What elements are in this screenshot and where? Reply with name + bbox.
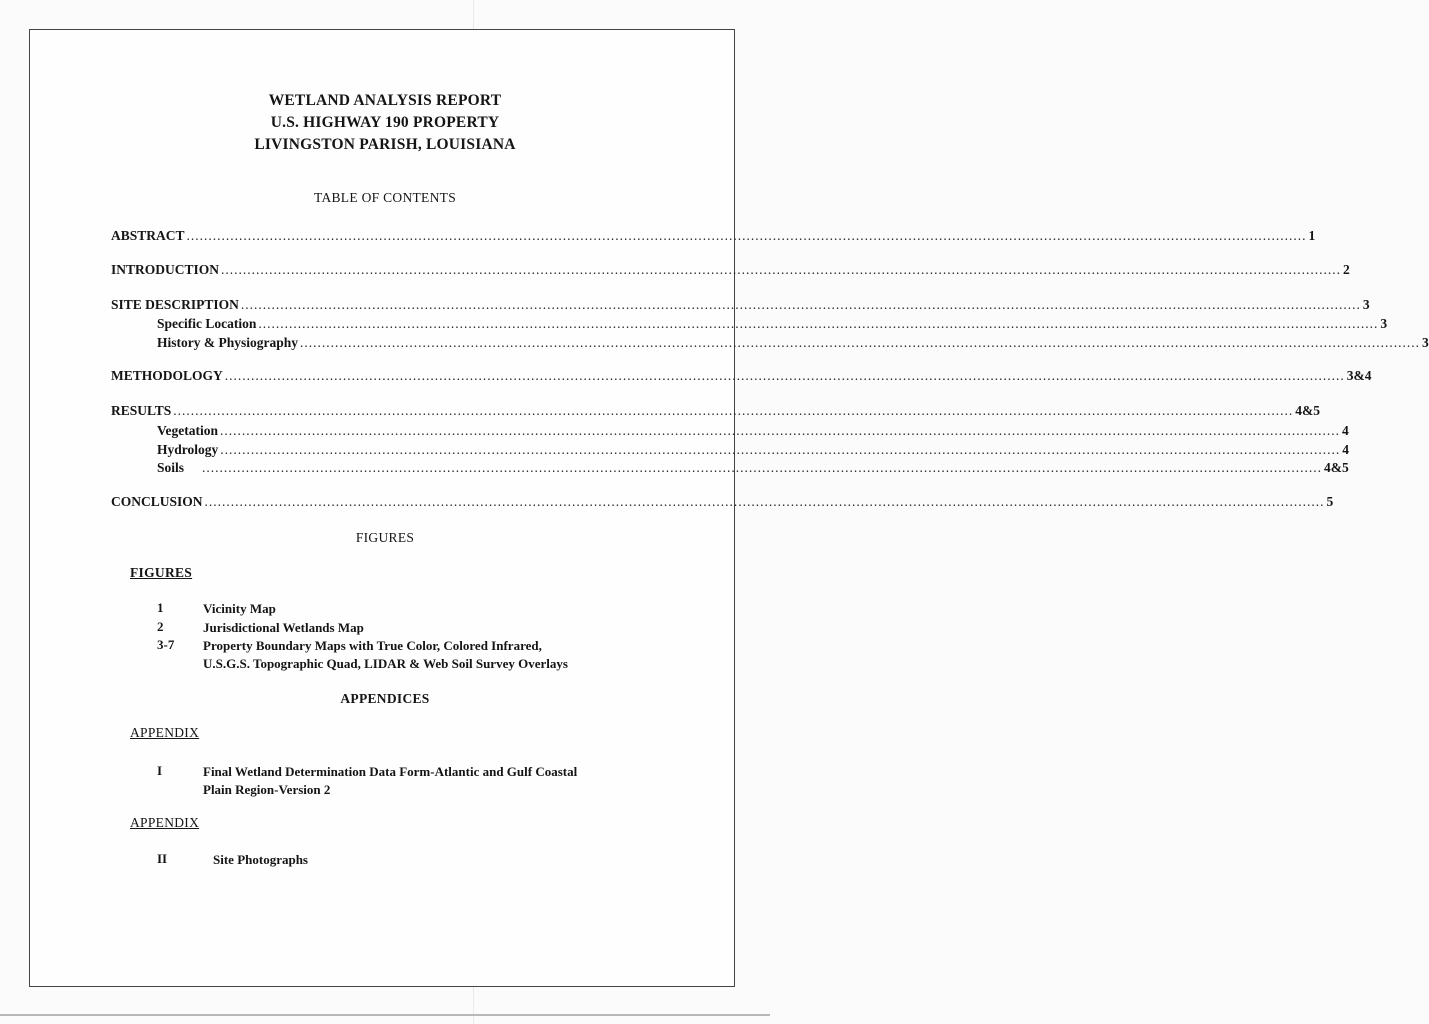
toc-label: Specific Location xyxy=(157,316,257,331)
toc-entry-soils[interactable] xyxy=(157,460,1349,478)
figure-title-vicinity-map[interactable]: Vicinity Map xyxy=(203,601,276,616)
toc-entry-history-physiography[interactable] xyxy=(157,335,1429,353)
toc-page: 4 xyxy=(1342,423,1349,438)
appendix-section-label-1: APPENDIX xyxy=(130,725,200,740)
figure-number: 1 xyxy=(157,600,164,615)
figures-heading: FIGURES xyxy=(355,530,415,545)
figure-number: 3-7 xyxy=(157,637,175,652)
toc-entry-site-description[interactable] xyxy=(111,297,1370,315)
figures-section-label: FIGURES xyxy=(130,565,193,580)
toc-leader-dots: ................................................................................................................................................................................................................................................................ xyxy=(204,494,1325,509)
toc-entry-vegetation[interactable] xyxy=(157,423,1349,441)
toc-leader-dots: ................................................................................................................................................................................................................................................................ xyxy=(300,335,1421,350)
toc-entry-hydrology[interactable] xyxy=(157,442,1350,460)
toc-label: Hydrology xyxy=(157,442,219,457)
toc-leader-dots: ................................................................................................................................................................................................................................................................ xyxy=(258,316,1379,331)
toc-leader-dots: ................................................................................................................................................................................................................................................................ xyxy=(202,460,1323,475)
toc-leader-dots: ................................................................................................................................................................................................................................................................ xyxy=(220,423,1340,438)
toc-page: 4&5 xyxy=(1295,403,1321,418)
toc-heading: TABLE OF CONTENTS xyxy=(313,190,457,205)
report-title-line-3: LIVINGSTON PARISH, LOUISIANA xyxy=(254,136,516,153)
toc-label: METHODOLOGY xyxy=(111,368,223,383)
toc-entry-specific-location[interactable] xyxy=(157,316,1388,334)
toc-page: 3 xyxy=(1380,316,1388,331)
toc-page: 5 xyxy=(1326,494,1334,509)
appendices-heading: APPENDICES xyxy=(340,691,430,706)
appendix-title-data-form-line-2[interactable]: Plain Region-Version 2 xyxy=(203,782,331,797)
figure-title-property-boundary-maps[interactable]: Property Boundary Maps with True Color, Colored Infrared, xyxy=(203,638,542,653)
report-title-line-1: WETLAND ANALYSIS REPORT xyxy=(268,92,502,109)
toc-page: 1 xyxy=(1308,228,1316,243)
toc-label: SITE DESCRIPTION xyxy=(111,297,239,312)
toc-page: 4 xyxy=(1342,442,1350,457)
toc-page: 3 xyxy=(1422,335,1429,350)
toc-entry-introduction[interactable] xyxy=(111,262,1350,280)
toc-page: 2 xyxy=(1343,262,1350,277)
toc-page: 4&5 xyxy=(1324,460,1349,475)
figure-title-jurisdictional-wetlands-map[interactable]: Jurisdictional Wetlands Map xyxy=(203,620,364,635)
toc-leader-dots: ................................................................................................................................................................................................................................................................ xyxy=(220,442,1341,457)
appendix-section-label-2: APPENDIX xyxy=(130,815,200,830)
toc-entry-results[interactable] xyxy=(111,403,1321,421)
toc-entry-conclusion[interactable] xyxy=(111,494,1334,512)
toc-label: CONCLUSION xyxy=(111,494,203,509)
toc-entry-methodology[interactable] xyxy=(111,368,1372,386)
toc-leader-dots: ................................................................................................................................................................................................................................................................ xyxy=(224,368,1345,383)
figure-number: 2 xyxy=(157,619,164,634)
toc-label: INTRODUCTION xyxy=(111,262,220,277)
appendix-title-data-form[interactable]: Final Wetland Determination Data Form-Atlantic and Gulf Coastal xyxy=(203,764,578,779)
toc-label: Vegetation xyxy=(157,423,218,438)
page-bottom-edge xyxy=(0,1014,770,1016)
toc-label: ABSTRACT xyxy=(111,228,185,243)
toc-leader-dots: ................................................................................................................................................................................................................................................................ xyxy=(186,228,1307,243)
toc-label: History & Physiography xyxy=(157,335,299,350)
toc-entry-abstract[interactable] xyxy=(111,228,1316,246)
toc-leader-dots: ................................................................................................................................................................................................................................................................ xyxy=(240,297,1361,312)
appendix-number: II xyxy=(157,851,168,866)
appendix-number: I xyxy=(157,763,163,778)
figure-title-property-boundary-maps-line-2[interactable]: U.S.G.S. Topographic Quad, LIDAR & Web Soil Survey Overlays xyxy=(203,656,568,671)
toc-leader-dots: ................................................................................................................................................................................................................................................................ xyxy=(221,262,1342,277)
toc-label: Soils xyxy=(157,460,185,475)
appendix-title-site-photographs[interactable]: Site Photographs xyxy=(213,852,308,867)
toc-leader-dots: ................................................................................................................................................................................................................................................................ xyxy=(173,403,1294,418)
toc-label: RESULTS xyxy=(111,403,172,418)
toc-page: 3&4 xyxy=(1346,368,1372,383)
toc-page: 3 xyxy=(1362,297,1370,312)
report-title-line-2: U.S. HIGHWAY 190 PROPERTY xyxy=(270,114,500,131)
